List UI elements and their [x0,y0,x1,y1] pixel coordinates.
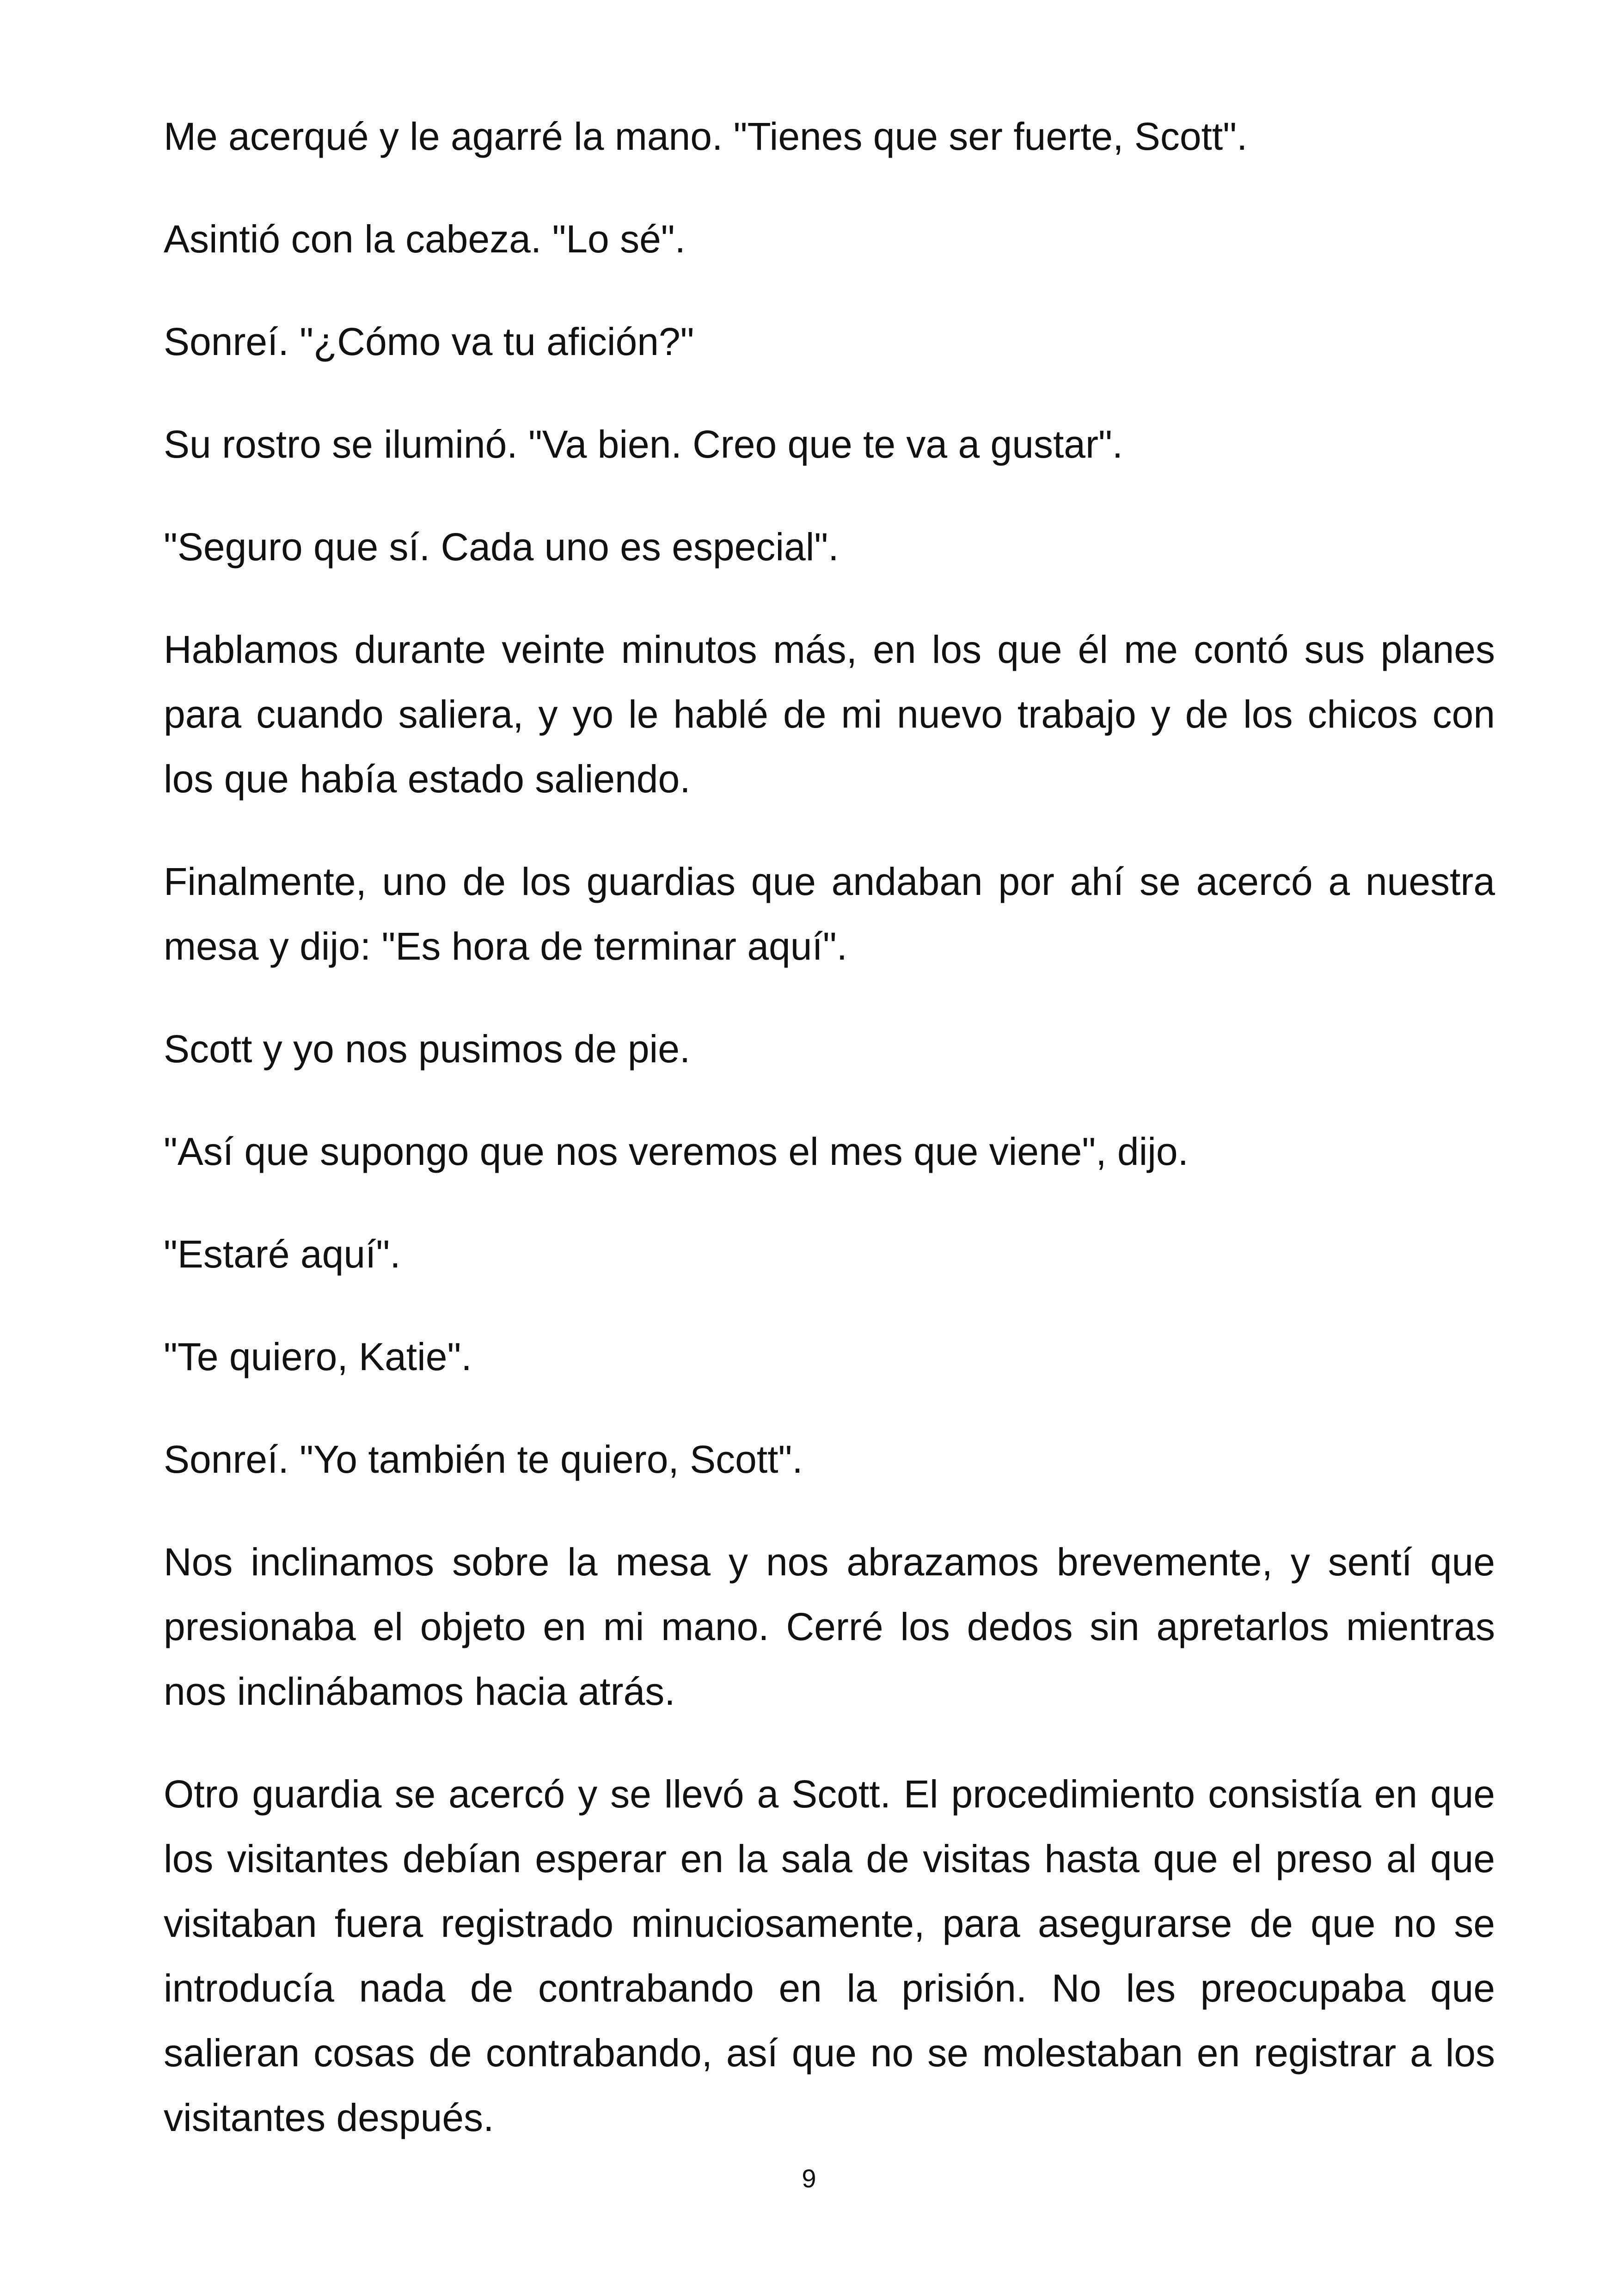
paragraph-5: "Seguro que sí. Cada uno es especial". [164,525,839,569]
paragraph-11: "Te quiero, Katie". [164,1335,472,1378]
paragraph-2: Asintió con la cabeza. "Lo sé". [164,217,686,261]
paragraph-1: Me acerqué y le agarré la mano. "Tienes que ser fuerte, Scott". [164,115,1248,158]
paragraph-9: "Así que supongo que nos veremos el mes que viene", dijo. [164,1130,1189,1173]
paragraph-7: Finalmente, uno de los guardias que andaban por ahí se acercó a nuestra mesa y dijo: "Es hora de terminar aquí". [164,860,1495,968]
body-text [164,104,1495,2188]
paragraph-13: Nos inclinamos sobre la mesa y nos abrazamos brevemente, y sentí que presionaba el objeto en mi mano. Cerré los dedos sin apretarlos mientras nos inclinábamos hacia atrás. [164,1540,1495,1713]
paragraph-3: Sonreí. "¿Cómo va tu afición?" [164,320,694,363]
paragraph-6: Hablamos durante veinte minutos más, en los que él me contó sus planes para cuando saliera, y yo le hablé de mi nuevo trabajo y de los chicos con los que había estado saliendo. [164,628,1495,801]
paragraph-8: Scott y yo nos pusimos de pie. [164,1027,691,1071]
paragraph-12: Sonreí. "Yo también te quiero, Scott". [164,1438,803,1481]
paragraph-10: "Estaré aquí". [164,1232,401,1276]
paragraph-14: Otro guardia se acercó y se llevó a Scott. El procedimiento consistía en que los visitantes debían esperar en la sala de visitas hasta que el preso al que visitaban fuera registrado minuciosamente, para asegurarse de que no se introducía nada de contrabando en la prisión. No les preocupaba que salieran cosas de contrabando, así que no se molestaban en registrar a los visitantes después. [164,1772,1495,2139]
paragraph-4: Su rostro se iluminó. "Va bien. Creo que te va a gustar". [164,422,1123,466]
page-number: 9 [802,2164,816,2193]
